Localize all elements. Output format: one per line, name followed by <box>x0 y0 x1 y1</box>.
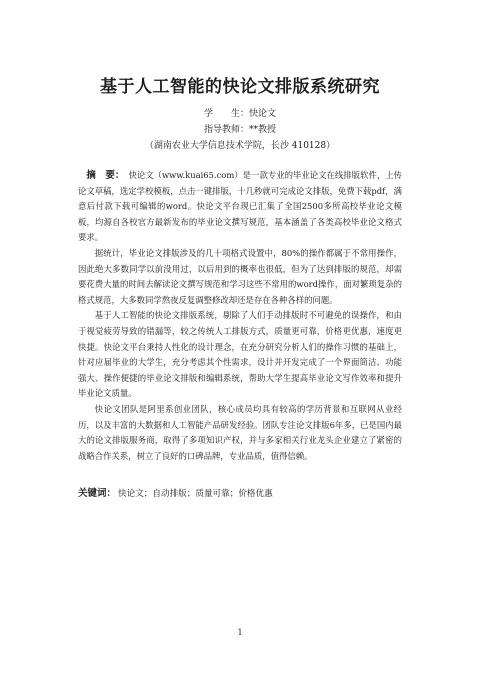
keywords-line <box>78 486 402 502</box>
abstract-text-1: 快论文（www.kuai65.com）是一款专业的毕业论文在线排版软件，上传论文草稿，选定学校模板，点击一键排版，十几秒就可完成论文排版，免费下载pdf，满意后付款下载可编辑的word。快论文平台现已汇集了全国2500多所高校毕业论文模板，均源自各校官方最新发布的毕业论文撰写规范，基本涵盖了各类高校毕业论文格式要求。 <box>78 170 402 243</box>
keywords-label: 关键词： <box>78 488 117 500</box>
abstract-section <box>78 168 402 464</box>
page-number: 1 <box>237 628 243 637</box>
affiliation-line: （湖南农业大学信息技术学院，长沙 410128） <box>144 141 336 151</box>
abstract-paragraph-2: 据统计，毕业论文排版涉及的几十项格式设置中，80%的操作都属于不常用操作，因此绝大多数同学以前没用过，以后用到的概率也很低，但为了达到排版的规范，却需要花费大量的时间去解读论文撰写规范和学习这些不常用的word操作，面对繁琐复杂的格式规范，大多数同学熬夜反复调整修改却还是存在各种各样的问题。 <box>78 247 402 305</box>
keywords-text: 快论文；自动排版；质量可靠；价格优惠 <box>118 489 273 500</box>
abstract-paragraph-1 <box>78 168 402 246</box>
abstract-paragraph-3: 基于人工智能的快论文排版系统，剔除了人们手动排版时不可避免的误操作，和由于视觉疲劳导致的错漏等，较之传统人工排版方式，质量更可靠，价格更优惠，速度更快捷。快论文平台秉持人性化的设计理念，在充分研究分析人们的操作习惯的基础上，针对应届毕业的大学生，充分考虑其个性需求，设计并开发完成了一个界面简洁、功能强大、操作便捷的毕业论文排版和编辑系统，帮助大学生提高毕业论文写作效率和提升毕业论文质量。 <box>78 310 402 399</box>
abstract-paragraph-4: 快论文团队是阿里系创业团队，核心成员均具有较高的学历背景和互联网从业经历，以及丰富的大数据和人工智能产品研发经验。团队专注论文排版6年多，已是国内最大的论文排版服务商，取得了多项知识产权，并与多家相关行业龙头企业建立了紧密的战略合作关系，树立了良好的口碑品牌，专业品质，值得信赖。 <box>78 403 402 461</box>
advisor-line: 指导教师：**教授 <box>203 125 276 135</box>
student-line: 学 生：快论文 <box>203 109 276 119</box>
abstract-label: 摘 要： <box>86 170 125 181</box>
paper-title: 基于人工智能的快论文排版系统研究 <box>100 77 380 97</box>
